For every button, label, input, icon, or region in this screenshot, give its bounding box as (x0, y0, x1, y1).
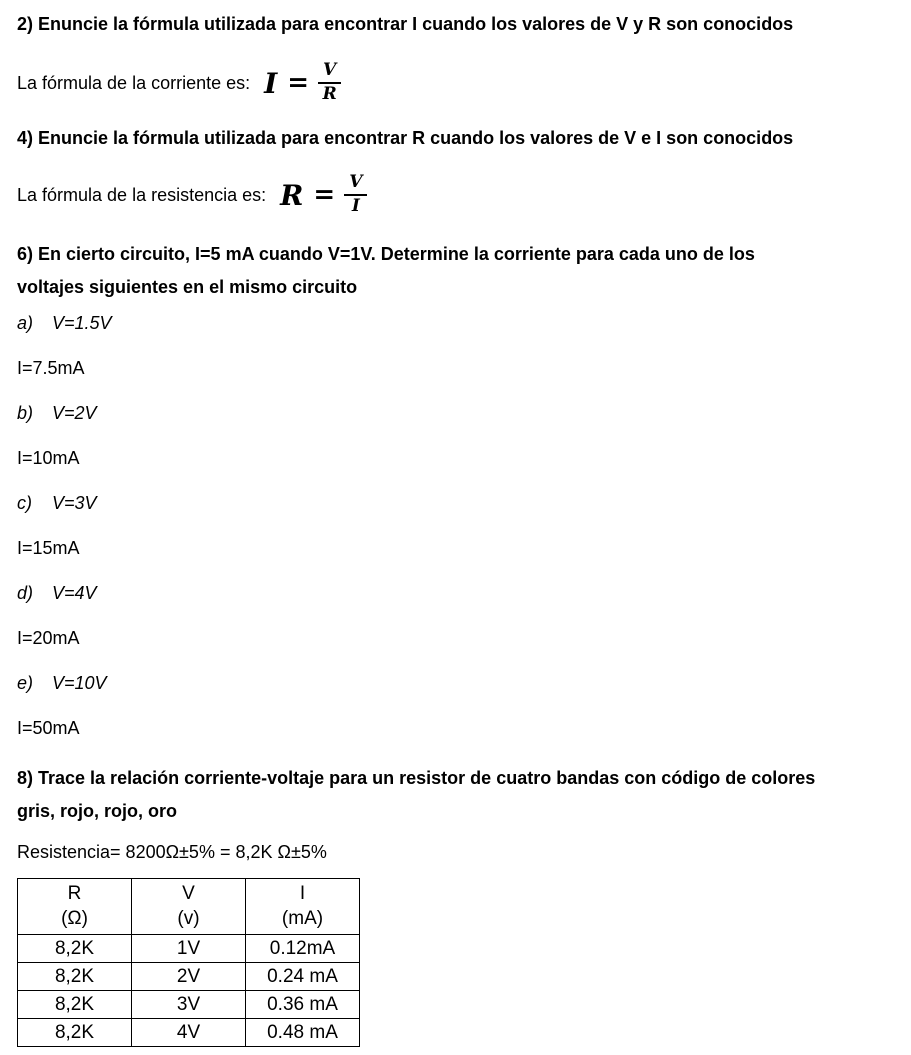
table-row (18, 935, 360, 963)
exercise-item-given (17, 402, 891, 424)
item-given-value: V=4V (52, 583, 97, 603)
question-6-heading (17, 238, 891, 304)
exercise-item-given (17, 582, 891, 604)
exercise-item-given (17, 492, 891, 514)
table-header-cell-i (246, 879, 360, 935)
table-cell-r: 8,2K (18, 963, 132, 991)
fraction-numerator: V (318, 62, 341, 84)
exercise-item-given (17, 312, 891, 334)
fraction-numerator: V (344, 174, 367, 196)
item-given-value: V=1.5V (52, 313, 112, 333)
question-2-heading: 2) Enuncie la fórmula utilizada para encontrar I cuando los valores de V y R son conocidos (17, 14, 794, 34)
header-unit: (mA) (281, 908, 324, 929)
resistance-result-line: Resistencia= 8200Ω±5% = 8,2K Ω±5% (17, 842, 327, 862)
resistance-formula-lhs: R (280, 178, 304, 212)
exercise-6-items (17, 312, 891, 739)
table-cell-v: 4V (132, 1019, 246, 1047)
table-cell-i: 0.24 mA (246, 963, 360, 991)
header-symbol: V (182, 883, 195, 904)
header-unit: (v) (177, 908, 200, 929)
item-label: a) (17, 313, 34, 333)
item-given-value: V=10V (52, 673, 107, 693)
resistance-formula-math (280, 174, 367, 216)
exercise-item-given (17, 672, 891, 694)
item-label: b) (17, 403, 34, 423)
exercise-item-answer: I=10mA (17, 448, 80, 468)
table-cell-i: 0.12mA (246, 935, 360, 963)
current-formula-fraction (318, 62, 341, 104)
item-label: d) (17, 583, 34, 603)
table-cell-r: 8,2K (18, 991, 132, 1019)
item-given-value: V=2V (52, 403, 97, 423)
exercise-item-answer: I=7.5mA (17, 358, 85, 378)
exercise-item-answer: I=50mA (17, 718, 80, 738)
current-formula-line (17, 56, 891, 110)
resistance-formula-fraction (344, 174, 367, 216)
table-cell-v: 3V (132, 991, 246, 1019)
table-cell-v: 1V (132, 935, 246, 963)
table-cell-i: 0.48 mA (246, 1019, 360, 1047)
header-symbol: I (299, 883, 306, 904)
question-8-line1: 8) Trace la relación corriente-voltaje para un resistor de cuatro bandas con código de colores (17, 768, 816, 788)
exercise-item-answer: I=20mA (17, 628, 80, 648)
resistance-formula-label: La fórmula de la resistencia es: (17, 184, 267, 205)
resistance-formula-line (17, 168, 891, 222)
header-symbol: R (67, 883, 82, 904)
fraction-denominator: I (351, 196, 360, 216)
item-label: e) (17, 673, 34, 693)
question-6-line1: 6) En cierto circuito, I=5 mA cuando V=1V. Determine la corriente para cada uno de los (17, 244, 755, 264)
question-8-heading (17, 762, 891, 828)
current-formula-label: La fórmula de la corriente es: (17, 72, 251, 93)
table-row (18, 963, 360, 991)
exercise-item-answer: I=15mA (17, 538, 80, 558)
table-cell-i: 0.36 mA (246, 991, 360, 1019)
question-8-line2: gris, rojo, rojo, oro (17, 801, 178, 821)
fraction-denominator: R (322, 84, 337, 104)
table-row (18, 991, 360, 1019)
equals-sign: = (313, 180, 336, 210)
current-formula-lhs: I (264, 66, 278, 100)
question-4-heading: 4) Enuncie la fórmula utilizada para encontrar R cuando los valores de V e I son conocidos (17, 128, 794, 148)
table-cell-v: 2V (132, 963, 246, 991)
table-cell-r: 8,2K (18, 935, 132, 963)
current-formula-math (264, 62, 341, 104)
table-header-row (18, 879, 360, 935)
table-header-cell-v (132, 879, 246, 935)
header-unit: (Ω) (61, 908, 88, 929)
equals-sign: = (287, 68, 310, 98)
table-row (18, 1019, 360, 1047)
table-header-cell-r (18, 879, 132, 935)
table-cell-r: 8,2K (18, 1019, 132, 1047)
item-label: c) (17, 493, 32, 513)
results-table (17, 878, 360, 1047)
item-given-value: V=3V (52, 493, 97, 513)
question-6-line2: voltajes siguientes en el mismo circuito (17, 277, 358, 297)
